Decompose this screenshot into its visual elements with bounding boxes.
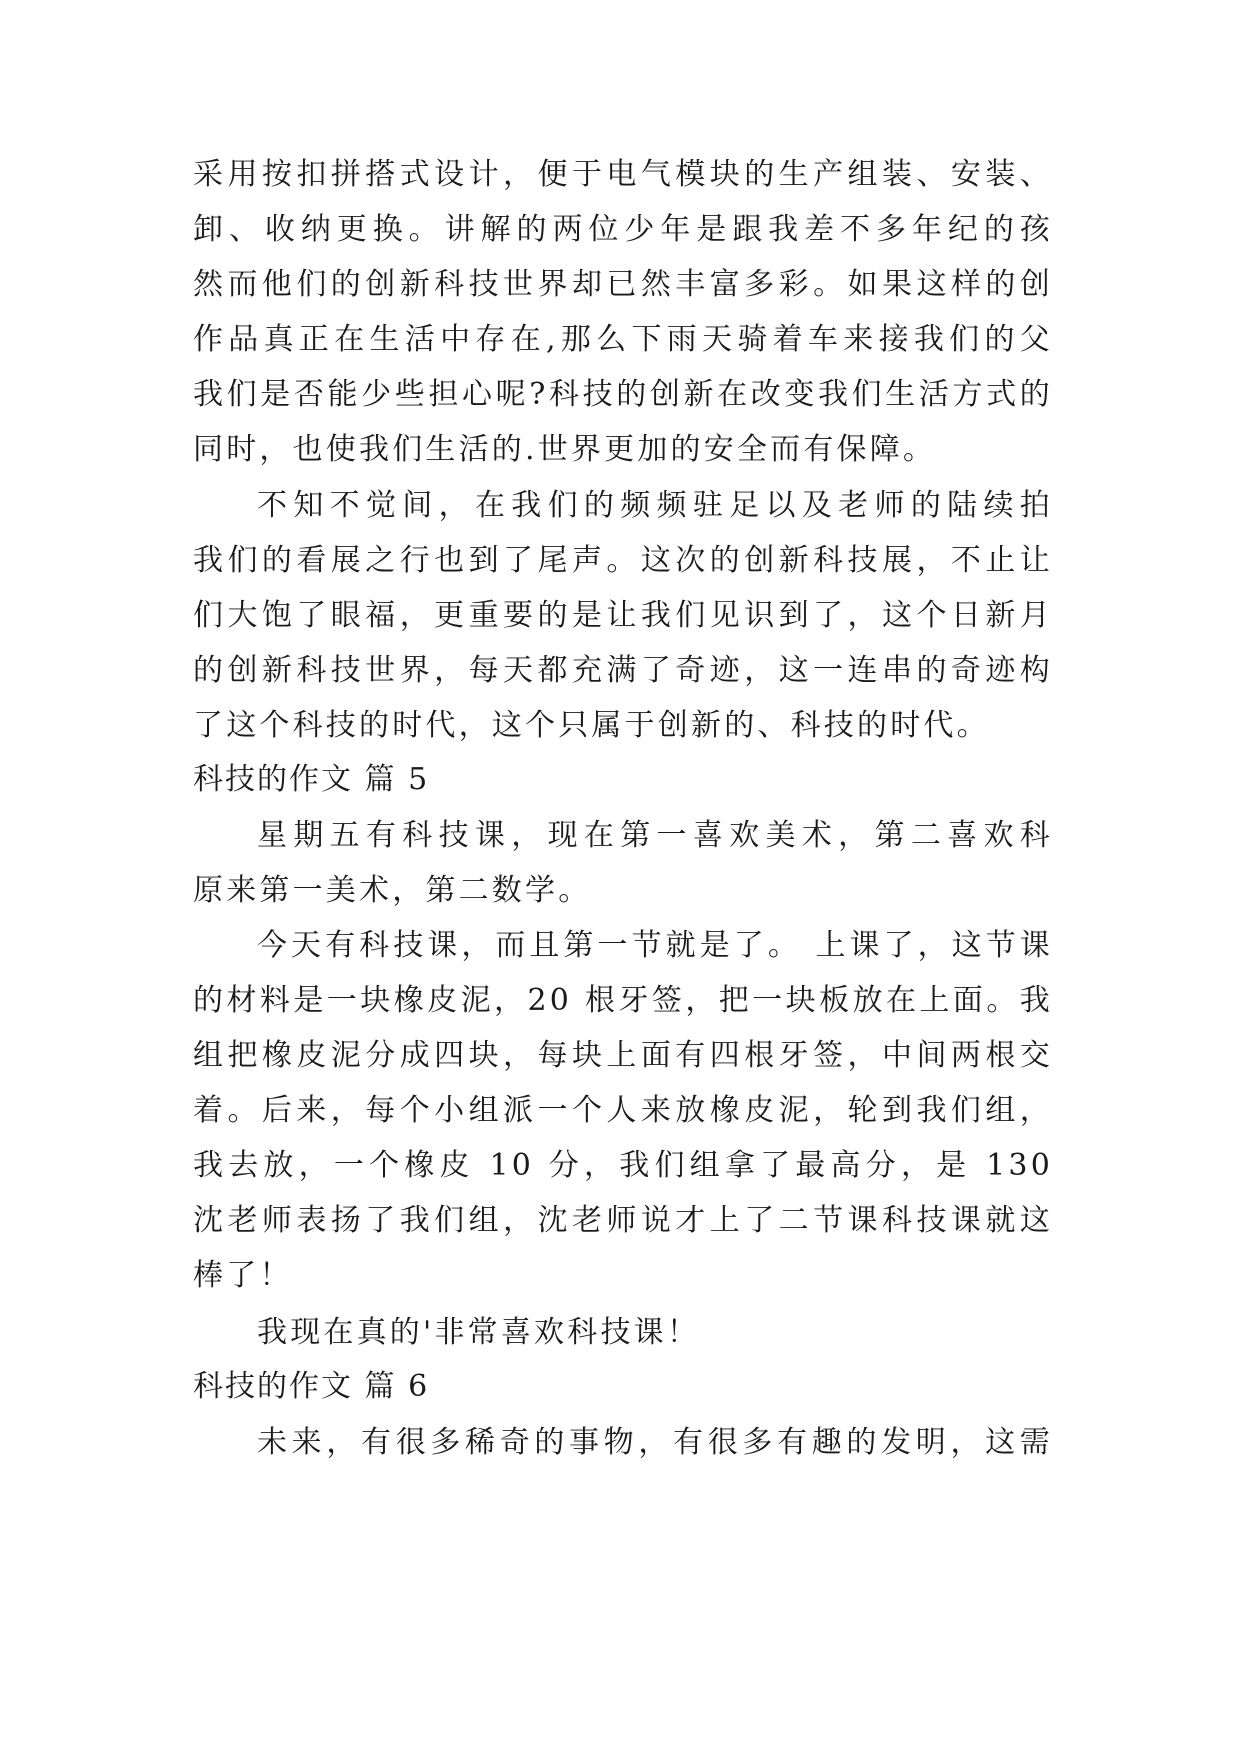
- paragraph-line: 沈老师表扬了我们组，沈老师说才上了二节课科技课就这: [193, 1204, 1053, 1238]
- paragraph-line: 今天有科技课，而且第一节就是了。 上课了，这节课: [257, 929, 1053, 963]
- paragraph-line: 不知不觉间，在我们的频频驻足以及老师的陆续拍: [257, 489, 1053, 523]
- paragraph-line: 原来第一美术，第二数学。: [193, 873, 592, 908]
- paragraph-line: 我去放，一个橡皮 10 分，我们组拿了最高分，是 130: [193, 1149, 1053, 1183]
- paragraph-line: 卸、收纳更换。讲解的两位少年是跟我差不多年纪的孩: [193, 213, 1053, 247]
- section-heading: 科技的作文 篇 5: [193, 762, 430, 797]
- paragraph-line: 组把橡皮泥分成四块，每块上面有四根牙签，中间两根交: [193, 1039, 1053, 1073]
- paragraph-line: 采用按扣拼搭式设计，便于电气模块的生产组装、安装、: [193, 158, 1053, 192]
- paragraph-line: 我现在真的'非常喜欢科技课！: [257, 1315, 701, 1350]
- paragraph-line: 未来，有很多稀奇的事物，有很多有趣的发明，这需: [257, 1426, 1053, 1460]
- paragraph-line: 作品真正在生活中存在,那么下雨天骑着车来接我们的父: [193, 323, 1053, 357]
- paragraph-line: 了这个科技的时代，这个只属于创新的、科技的时代。: [193, 708, 990, 743]
- paragraph-line: 然而他们的创新科技世界却已然丰富多彩。如果这样的创: [193, 268, 1053, 302]
- paragraph-line: 星期五有科技课，现在第一喜欢美术，第二喜欢科: [257, 819, 1053, 853]
- paragraph-line: 的创新科技世界，每天都充满了奇迹，这一连串的奇迹构: [193, 654, 1053, 688]
- paragraph-line: 着。后来，每个小组派一个人来放橡皮泥，轮到我们组，: [193, 1094, 1053, 1128]
- paragraph-line: 的材料是一块橡皮泥，20 根牙签，把一块板放在上面。我: [193, 984, 1053, 1018]
- paragraph-line: 同时，也使我们生活的.世界更加的安全而有保障。: [193, 432, 937, 467]
- paragraph-line: 我们的看展之行也到了尾声。这次的创新科技展，不止让: [193, 544, 1053, 578]
- paragraph-line: 棒了！: [193, 1258, 293, 1293]
- section-heading: 科技的作文 篇 6: [193, 1369, 430, 1404]
- paragraph-line: 们大饱了眼福，更重要的是让我们见识到了，这个日新月: [193, 599, 1053, 633]
- paragraph-line: 我们是否能少些担心呢?科技的创新在改变我们生活方式的: [193, 378, 1053, 412]
